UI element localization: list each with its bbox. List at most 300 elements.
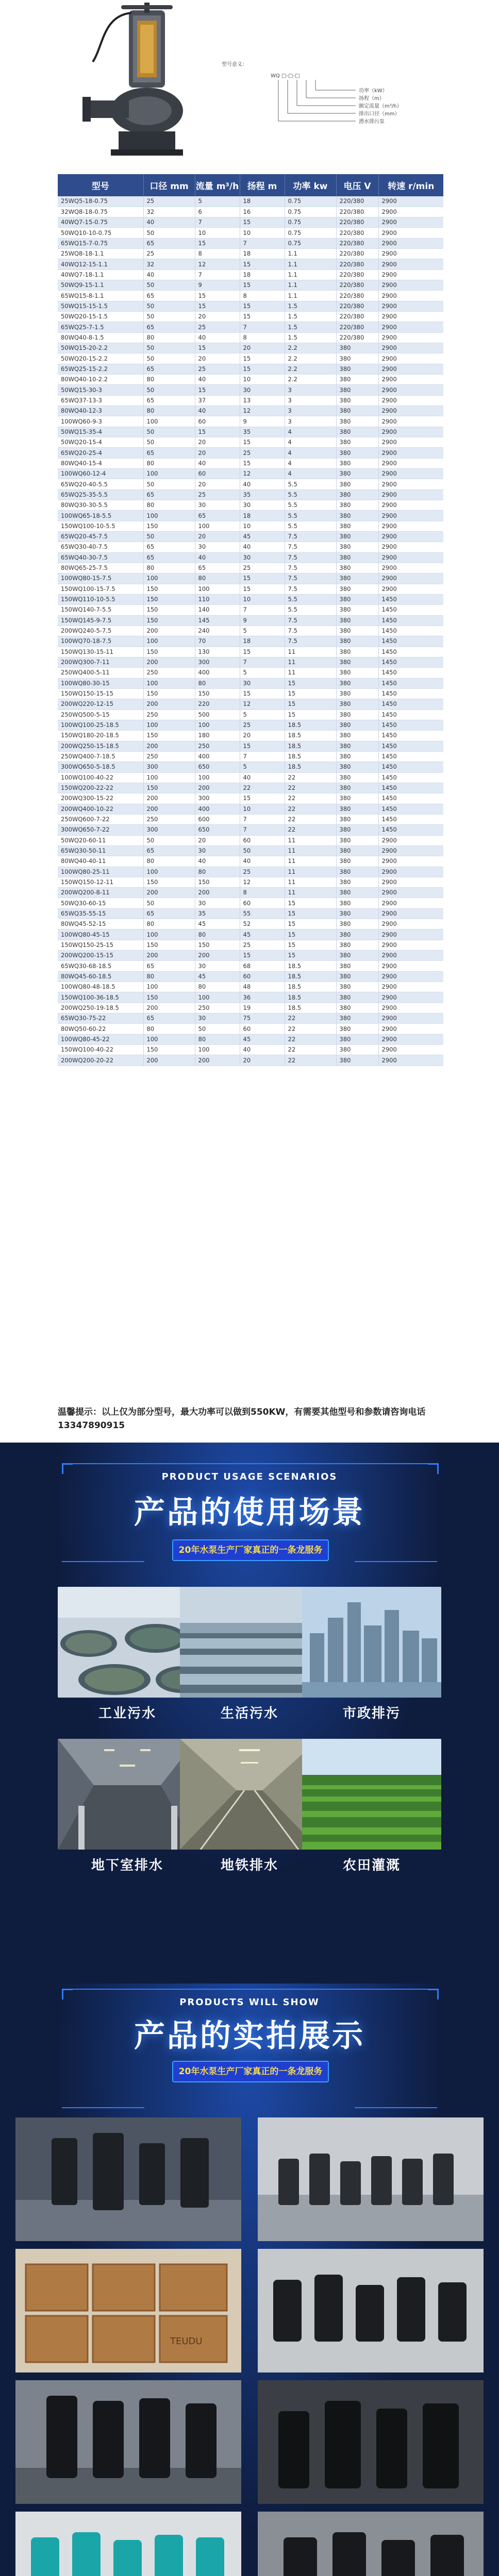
cell-diameter: 50 bbox=[143, 532, 195, 542]
cell-model: 65WQ30-75-22 bbox=[58, 1013, 143, 1024]
cell-speed: 1450 bbox=[378, 741, 443, 751]
cell-voltage: 380 bbox=[336, 804, 378, 814]
cell-power: 3 bbox=[285, 385, 336, 395]
cell-model: 250WQ400-7-18.5 bbox=[58, 751, 143, 761]
cell-power: 7.5 bbox=[285, 573, 336, 584]
cell-model: 80WQ30-30-5.5 bbox=[58, 500, 143, 511]
cell-diameter: 80 bbox=[143, 563, 195, 573]
cell-voltage: 380 bbox=[336, 688, 378, 699]
cell-speed: 2900 bbox=[378, 1034, 443, 1044]
cell-speed: 1450 bbox=[378, 636, 443, 647]
cell-head: 15 bbox=[240, 364, 285, 374]
cell-power: 3 bbox=[285, 416, 336, 427]
cell-flow: 65 bbox=[195, 563, 240, 573]
table-row bbox=[58, 594, 443, 604]
cell-diameter: 100 bbox=[143, 511, 195, 521]
cell-power: 11 bbox=[285, 877, 336, 887]
cell-voltage: 380 bbox=[336, 971, 378, 981]
cell-model: 65WQ25-35-5.5 bbox=[58, 489, 143, 500]
cell-power: 22 bbox=[285, 1013, 336, 1024]
cell-diameter: 200 bbox=[143, 625, 195, 636]
cell-speed: 2900 bbox=[378, 332, 443, 343]
cell-head: 20 bbox=[240, 343, 285, 353]
cell-model: 50WQ15-30-3 bbox=[58, 385, 143, 395]
cell-model: 50WQ20-60-11 bbox=[58, 835, 143, 845]
cell-head: 25 bbox=[240, 448, 285, 458]
table-row bbox=[58, 343, 443, 353]
scenarios-title: 产品的使用场景 bbox=[134, 1495, 365, 1531]
cell-voltage: 380 bbox=[336, 657, 378, 667]
cell-head: 18 bbox=[240, 636, 285, 647]
cell-model: 250WQ400-5-11 bbox=[58, 668, 143, 678]
cell-flow: 80 bbox=[195, 1034, 240, 1044]
cell-power: 1.5 bbox=[285, 312, 336, 322]
cell-speed: 1450 bbox=[378, 751, 443, 761]
cell-flow: 25 bbox=[195, 489, 240, 500]
cell-diameter: 50 bbox=[143, 280, 195, 291]
cell-head: 20 bbox=[240, 731, 285, 741]
scenarios-banner: 20年水泵生产厂家真正的一条龙服务 bbox=[172, 1539, 329, 1561]
cell-flow: 100 bbox=[195, 584, 240, 594]
cell-diameter: 150 bbox=[143, 688, 195, 699]
cell-head: 18 bbox=[240, 196, 285, 207]
table-row bbox=[58, 668, 443, 678]
cell-head: 30 bbox=[240, 385, 285, 395]
cell-flow: 45 bbox=[195, 971, 240, 981]
cell-diameter: 250 bbox=[143, 668, 195, 678]
cell-model: 50WQ15-15-1.5 bbox=[58, 301, 143, 311]
cell-flow: 30 bbox=[195, 500, 240, 511]
table-row bbox=[58, 521, 443, 531]
cell-voltage: 220/380 bbox=[336, 217, 378, 228]
cell-diameter: 100 bbox=[143, 929, 195, 940]
cell-voltage: 380 bbox=[336, 720, 378, 730]
cell-power: 4 bbox=[285, 458, 336, 468]
cell-voltage: 220/380 bbox=[336, 280, 378, 291]
cell-diameter: 50 bbox=[143, 228, 195, 238]
products-title: 产品的实拍展示 bbox=[134, 2018, 365, 2054]
cell-model: 80WQ45-52-15 bbox=[58, 919, 143, 929]
cell-flow: 30 bbox=[195, 845, 240, 856]
cell-diameter: 150 bbox=[143, 647, 195, 657]
products-banner: 20年水泵生产厂家真正的一条龙服务 bbox=[172, 2061, 329, 2082]
cell-voltage: 380 bbox=[336, 489, 378, 500]
cell-power: 11 bbox=[285, 647, 336, 657]
table-body bbox=[58, 196, 443, 1065]
cell-speed: 2900 bbox=[378, 511, 443, 521]
table-row bbox=[58, 772, 443, 783]
cell-model: 50WQ9-15-1.1 bbox=[58, 280, 143, 291]
cell-diameter: 65 bbox=[143, 1013, 195, 1024]
cell-head: 55 bbox=[240, 908, 285, 919]
table-row bbox=[58, 448, 443, 458]
cell-voltage: 220/380 bbox=[336, 312, 378, 322]
cell-head: 7 bbox=[240, 751, 285, 761]
cell-voltage: 380 bbox=[336, 929, 378, 940]
cell-power: 18.5 bbox=[285, 720, 336, 730]
cell-voltage: 380 bbox=[336, 343, 378, 353]
cell-voltage: 380 bbox=[336, 845, 378, 856]
cell-speed: 2900 bbox=[378, 888, 443, 898]
cell-diameter: 150 bbox=[143, 584, 195, 594]
cell-model: 80WQ40-40-11 bbox=[58, 856, 143, 867]
table-row bbox=[58, 845, 443, 856]
cell-voltage: 380 bbox=[336, 762, 378, 772]
cell-head: 48 bbox=[240, 982, 285, 992]
table-row bbox=[58, 731, 443, 741]
cell-model: 150WQ150-12-11 bbox=[58, 877, 143, 887]
cell-speed: 2900 bbox=[378, 929, 443, 940]
cell-head: 7 bbox=[240, 605, 285, 615]
cell-flow: 250 bbox=[195, 741, 240, 751]
cell-power: 2.2 bbox=[285, 364, 336, 374]
cell-model: 65WQ40-30-7.5 bbox=[58, 552, 143, 563]
cell-flow: 220 bbox=[195, 699, 240, 709]
cell-speed: 2900 bbox=[378, 951, 443, 961]
cell-model: 50WQ20-15-2.2 bbox=[58, 353, 143, 364]
cell-voltage: 220/380 bbox=[336, 332, 378, 343]
cell-flow: 45 bbox=[195, 919, 240, 929]
cell-head: 5 bbox=[240, 668, 285, 678]
cell-power: 7.5 bbox=[285, 563, 336, 573]
cell-diameter: 100 bbox=[143, 720, 195, 730]
table-row bbox=[58, 971, 443, 981]
cell-model: 65WQ15-7-0.75 bbox=[58, 238, 143, 248]
cell-speed: 1450 bbox=[378, 657, 443, 667]
cell-flow: 6 bbox=[195, 207, 240, 217]
tip-text: 以上仅为部分型号，最大功率可以做到550KW，有需要其他型号和参数请咨询电话 13347890915 bbox=[58, 1407, 426, 1431]
cell-speed: 1450 bbox=[378, 668, 443, 678]
cell-diameter: 65 bbox=[143, 364, 195, 374]
table-row bbox=[58, 573, 443, 584]
cell-voltage: 380 bbox=[336, 940, 378, 950]
cell-power: 7.5 bbox=[285, 615, 336, 625]
cell-model: 40WQ12-15-1.1 bbox=[58, 259, 143, 269]
cell-power: 7.5 bbox=[285, 625, 336, 636]
cell-flow: 130 bbox=[195, 647, 240, 657]
cell-power: 15 bbox=[285, 929, 336, 940]
cell-flow: 40 bbox=[195, 856, 240, 867]
table-row bbox=[58, 814, 443, 824]
header-diameter: 口径 mm bbox=[143, 174, 195, 196]
cell-voltage: 380 bbox=[336, 992, 378, 1003]
table-row bbox=[58, 406, 443, 416]
table-row bbox=[58, 291, 443, 301]
cell-head: 36 bbox=[240, 992, 285, 1003]
cell-diameter: 65 bbox=[143, 489, 195, 500]
cell-model: 80WQ40-15-4 bbox=[58, 458, 143, 468]
cell-voltage: 380 bbox=[336, 982, 378, 992]
table-row bbox=[58, 353, 443, 364]
cell-diameter: 150 bbox=[143, 731, 195, 741]
scene-label: 地下室排水 bbox=[91, 1858, 163, 1873]
diagram-label: 额定流量（m³/h） bbox=[359, 104, 402, 109]
cell-flow: 60 bbox=[195, 469, 240, 479]
cell-power: 18.5 bbox=[285, 992, 336, 1003]
cell-model: 50WQ15-20-2.2 bbox=[58, 343, 143, 353]
cell-diameter: 250 bbox=[143, 709, 195, 720]
cell-head: 15 bbox=[240, 688, 285, 699]
cell-head: 8 bbox=[240, 291, 285, 301]
cell-flow: 400 bbox=[195, 804, 240, 814]
table-row bbox=[58, 364, 443, 374]
table-row bbox=[58, 207, 443, 217]
cell-head: 15 bbox=[240, 312, 285, 322]
cell-speed: 1450 bbox=[378, 647, 443, 657]
cell-head: 18 bbox=[240, 511, 285, 521]
cell-head: 68 bbox=[240, 961, 285, 971]
table-row bbox=[58, 552, 443, 563]
product-photo-2 bbox=[258, 2117, 484, 2241]
table-row bbox=[58, 867, 443, 877]
cell-head: 7 bbox=[240, 814, 285, 824]
cell-head: 13 bbox=[240, 395, 285, 405]
cell-diameter: 80 bbox=[143, 971, 195, 981]
cell-power: 22 bbox=[285, 1034, 336, 1044]
cell-speed: 2900 bbox=[378, 249, 443, 259]
cell-voltage: 380 bbox=[336, 867, 378, 877]
product-photo-7 bbox=[15, 2512, 241, 2576]
cell-speed: 2900 bbox=[378, 867, 443, 877]
cell-head: 35 bbox=[240, 427, 285, 437]
cell-power: 15 bbox=[285, 898, 336, 908]
scene-subway-drainage-image bbox=[180, 1739, 319, 1850]
cell-model: 200WQ200-15-15 bbox=[58, 951, 143, 961]
cell-voltage: 220/380 bbox=[336, 238, 378, 248]
cell-power: 1.5 bbox=[285, 322, 336, 332]
cell-voltage: 380 bbox=[336, 521, 378, 531]
table-row bbox=[58, 427, 443, 437]
table-row bbox=[58, 940, 443, 950]
cell-speed: 2900 bbox=[378, 301, 443, 311]
cell-power: 2.2 bbox=[285, 375, 336, 385]
cell-power: 22 bbox=[285, 783, 336, 793]
cell-speed: 1450 bbox=[378, 783, 443, 793]
cell-diameter: 80 bbox=[143, 375, 195, 385]
cell-diameter: 250 bbox=[143, 751, 195, 761]
cell-diameter: 50 bbox=[143, 479, 195, 489]
table-row bbox=[58, 888, 443, 898]
cell-voltage: 220/380 bbox=[336, 322, 378, 332]
cell-flow: 20 bbox=[195, 532, 240, 542]
cell-speed: 2900 bbox=[378, 835, 443, 845]
table-row bbox=[58, 982, 443, 992]
cell-head: 40 bbox=[240, 772, 285, 783]
cell-speed: 2900 bbox=[378, 1024, 443, 1034]
cell-speed: 1450 bbox=[378, 720, 443, 730]
cell-head: 10 bbox=[240, 228, 285, 238]
header-flow: 流量 m³/h bbox=[195, 174, 240, 196]
cell-model: 250WQ500-5-15 bbox=[58, 709, 143, 720]
cell-diameter: 65 bbox=[143, 448, 195, 458]
cell-voltage: 380 bbox=[336, 783, 378, 793]
model-meaning-diagram bbox=[222, 57, 490, 129]
cell-model: 25WQ8-18-1.1 bbox=[58, 249, 143, 259]
table-row bbox=[58, 437, 443, 448]
cell-flow: 15 bbox=[195, 343, 240, 353]
cell-voltage: 380 bbox=[336, 835, 378, 845]
cell-speed: 2900 bbox=[378, 919, 443, 929]
cell-flow: 15 bbox=[195, 238, 240, 248]
cell-speed: 2900 bbox=[378, 238, 443, 248]
cell-head: 8 bbox=[240, 332, 285, 343]
cell-model: 200WQ220-12-15 bbox=[58, 699, 143, 709]
cell-model: 100WQ80-15-7.5 bbox=[58, 573, 143, 584]
cell-diameter: 40 bbox=[143, 217, 195, 228]
header-model: 型号 bbox=[58, 174, 143, 196]
table-row bbox=[58, 322, 443, 332]
cell-head: 15 bbox=[240, 301, 285, 311]
table-row bbox=[58, 919, 443, 929]
cell-model: 150WQ100-15-7.5 bbox=[58, 584, 143, 594]
cell-speed: 2900 bbox=[378, 1013, 443, 1024]
cell-head: 20 bbox=[240, 1055, 285, 1065]
cell-voltage: 220/380 bbox=[336, 207, 378, 217]
table-row bbox=[58, 312, 443, 322]
product-photo-8 bbox=[258, 2512, 484, 2576]
cell-model: 100WQ100-25-18.5 bbox=[58, 720, 143, 730]
cell-power: 22 bbox=[285, 1055, 336, 1065]
cell-speed: 2900 bbox=[378, 1003, 443, 1013]
cell-voltage: 380 bbox=[336, 709, 378, 720]
cell-head: 40 bbox=[240, 1045, 285, 1055]
tip-label: 温馨提示： bbox=[58, 1407, 102, 1417]
cell-flow: 40 bbox=[195, 332, 240, 343]
cell-flow: 80 bbox=[195, 929, 240, 940]
table-row bbox=[58, 804, 443, 814]
table-row bbox=[58, 1045, 443, 1055]
cell-power: 5.5 bbox=[285, 605, 336, 615]
cell-flow: 5 bbox=[195, 196, 240, 207]
cell-voltage: 380 bbox=[336, 951, 378, 961]
cell-model: 150WQ130-15-11 bbox=[58, 647, 143, 657]
cell-speed: 2900 bbox=[378, 584, 443, 594]
cell-power: 0.75 bbox=[285, 217, 336, 228]
table-row bbox=[58, 1003, 443, 1013]
cell-voltage: 380 bbox=[336, 479, 378, 489]
cell-power: 18.5 bbox=[285, 1003, 336, 1013]
cell-model: 50WQ20-15-1.5 bbox=[58, 312, 143, 322]
cell-flow: 100 bbox=[195, 1045, 240, 1055]
cell-power: 22 bbox=[285, 772, 336, 783]
cell-voltage: 380 bbox=[336, 552, 378, 563]
cell-head: 12 bbox=[240, 406, 285, 416]
cell-flow: 500 bbox=[195, 709, 240, 720]
cell-voltage: 380 bbox=[336, 678, 378, 688]
cell-power: 15 bbox=[285, 688, 336, 699]
cell-diameter: 50 bbox=[143, 312, 195, 322]
table-row bbox=[58, 280, 443, 291]
cell-head: 25 bbox=[240, 720, 285, 730]
cell-head: 8 bbox=[240, 888, 285, 898]
cell-voltage: 380 bbox=[336, 908, 378, 919]
cell-head: 60 bbox=[240, 898, 285, 908]
cell-diameter: 200 bbox=[143, 1003, 195, 1013]
diagram-code: WQ □-□-□ bbox=[271, 73, 300, 79]
table-row bbox=[58, 469, 443, 479]
cell-speed: 2900 bbox=[378, 856, 443, 867]
cell-speed: 2900 bbox=[378, 416, 443, 427]
cell-power: 11 bbox=[285, 668, 336, 678]
table-row bbox=[58, 636, 443, 647]
cell-model: 150WQ100-10-5.5 bbox=[58, 521, 143, 531]
cell-voltage: 380 bbox=[336, 877, 378, 887]
cell-speed: 2900 bbox=[378, 489, 443, 500]
cell-power: 22 bbox=[285, 793, 336, 804]
cell-speed: 2900 bbox=[378, 259, 443, 269]
table-row bbox=[58, 678, 443, 688]
diagram-label: 排出口径（mm） bbox=[359, 111, 400, 117]
cell-voltage: 380 bbox=[336, 888, 378, 898]
table-row bbox=[58, 856, 443, 867]
cell-diameter: 50 bbox=[143, 437, 195, 448]
cell-power: 7.5 bbox=[285, 532, 336, 542]
cell-head: 40 bbox=[240, 479, 285, 489]
cell-voltage: 380 bbox=[336, 898, 378, 908]
cell-model: 100WQ70-18-7.5 bbox=[58, 636, 143, 647]
table-row bbox=[58, 269, 443, 280]
cell-diameter: 150 bbox=[143, 1045, 195, 1055]
table-row bbox=[58, 951, 443, 961]
cell-voltage: 380 bbox=[336, 406, 378, 416]
cell-flow: 240 bbox=[195, 625, 240, 636]
cell-model: 150WQ145-9-7.5 bbox=[58, 615, 143, 625]
cell-head: 25 bbox=[240, 867, 285, 877]
cell-speed: 2900 bbox=[378, 940, 443, 950]
cell-diameter: 100 bbox=[143, 982, 195, 992]
cell-diameter: 300 bbox=[143, 825, 195, 835]
cell-diameter: 150 bbox=[143, 594, 195, 604]
cell-voltage: 380 bbox=[336, 469, 378, 479]
cell-flow: 20 bbox=[195, 353, 240, 364]
table-row bbox=[58, 657, 443, 667]
table-row bbox=[58, 992, 443, 1003]
cell-speed: 2900 bbox=[378, 982, 443, 992]
table-row bbox=[58, 416, 443, 427]
usage-scenarios-section bbox=[0, 1443, 499, 1984]
cell-power: 4 bbox=[285, 448, 336, 458]
cell-power: 11 bbox=[285, 835, 336, 845]
cell-flow: 60 bbox=[195, 416, 240, 427]
table-row bbox=[58, 1013, 443, 1024]
table-row bbox=[58, 479, 443, 489]
cell-power: 3 bbox=[285, 406, 336, 416]
cell-flow: 80 bbox=[195, 982, 240, 992]
cell-flow: 145 bbox=[195, 615, 240, 625]
cell-model: 80WQ40-12-3 bbox=[58, 406, 143, 416]
cell-model: 200WQ250-19-18.5 bbox=[58, 1003, 143, 1013]
cell-model: 65WQ30-40-7.5 bbox=[58, 542, 143, 552]
cell-head: 10 bbox=[240, 594, 285, 604]
cell-flow: 10 bbox=[195, 228, 240, 238]
cell-voltage: 380 bbox=[336, 615, 378, 625]
cell-flow: 37 bbox=[195, 395, 240, 405]
crate-label: TEUDU bbox=[170, 2336, 203, 2347]
cell-voltage: 380 bbox=[336, 532, 378, 542]
cell-head: 50 bbox=[240, 845, 285, 856]
cell-flow: 80 bbox=[195, 678, 240, 688]
cell-model: 65WQ30-50-11 bbox=[58, 845, 143, 856]
cell-model: 65WQ25-7-1.5 bbox=[58, 322, 143, 332]
scene-municipal-drainage-image bbox=[302, 1587, 441, 1698]
cell-speed: 1450 bbox=[378, 814, 443, 824]
cell-diameter: 200 bbox=[143, 804, 195, 814]
cell-power: 18.5 bbox=[285, 961, 336, 971]
cell-speed: 2900 bbox=[378, 375, 443, 385]
cell-power: 22 bbox=[285, 1045, 336, 1055]
cell-diameter: 50 bbox=[143, 301, 195, 311]
cell-head: 15 bbox=[240, 437, 285, 448]
